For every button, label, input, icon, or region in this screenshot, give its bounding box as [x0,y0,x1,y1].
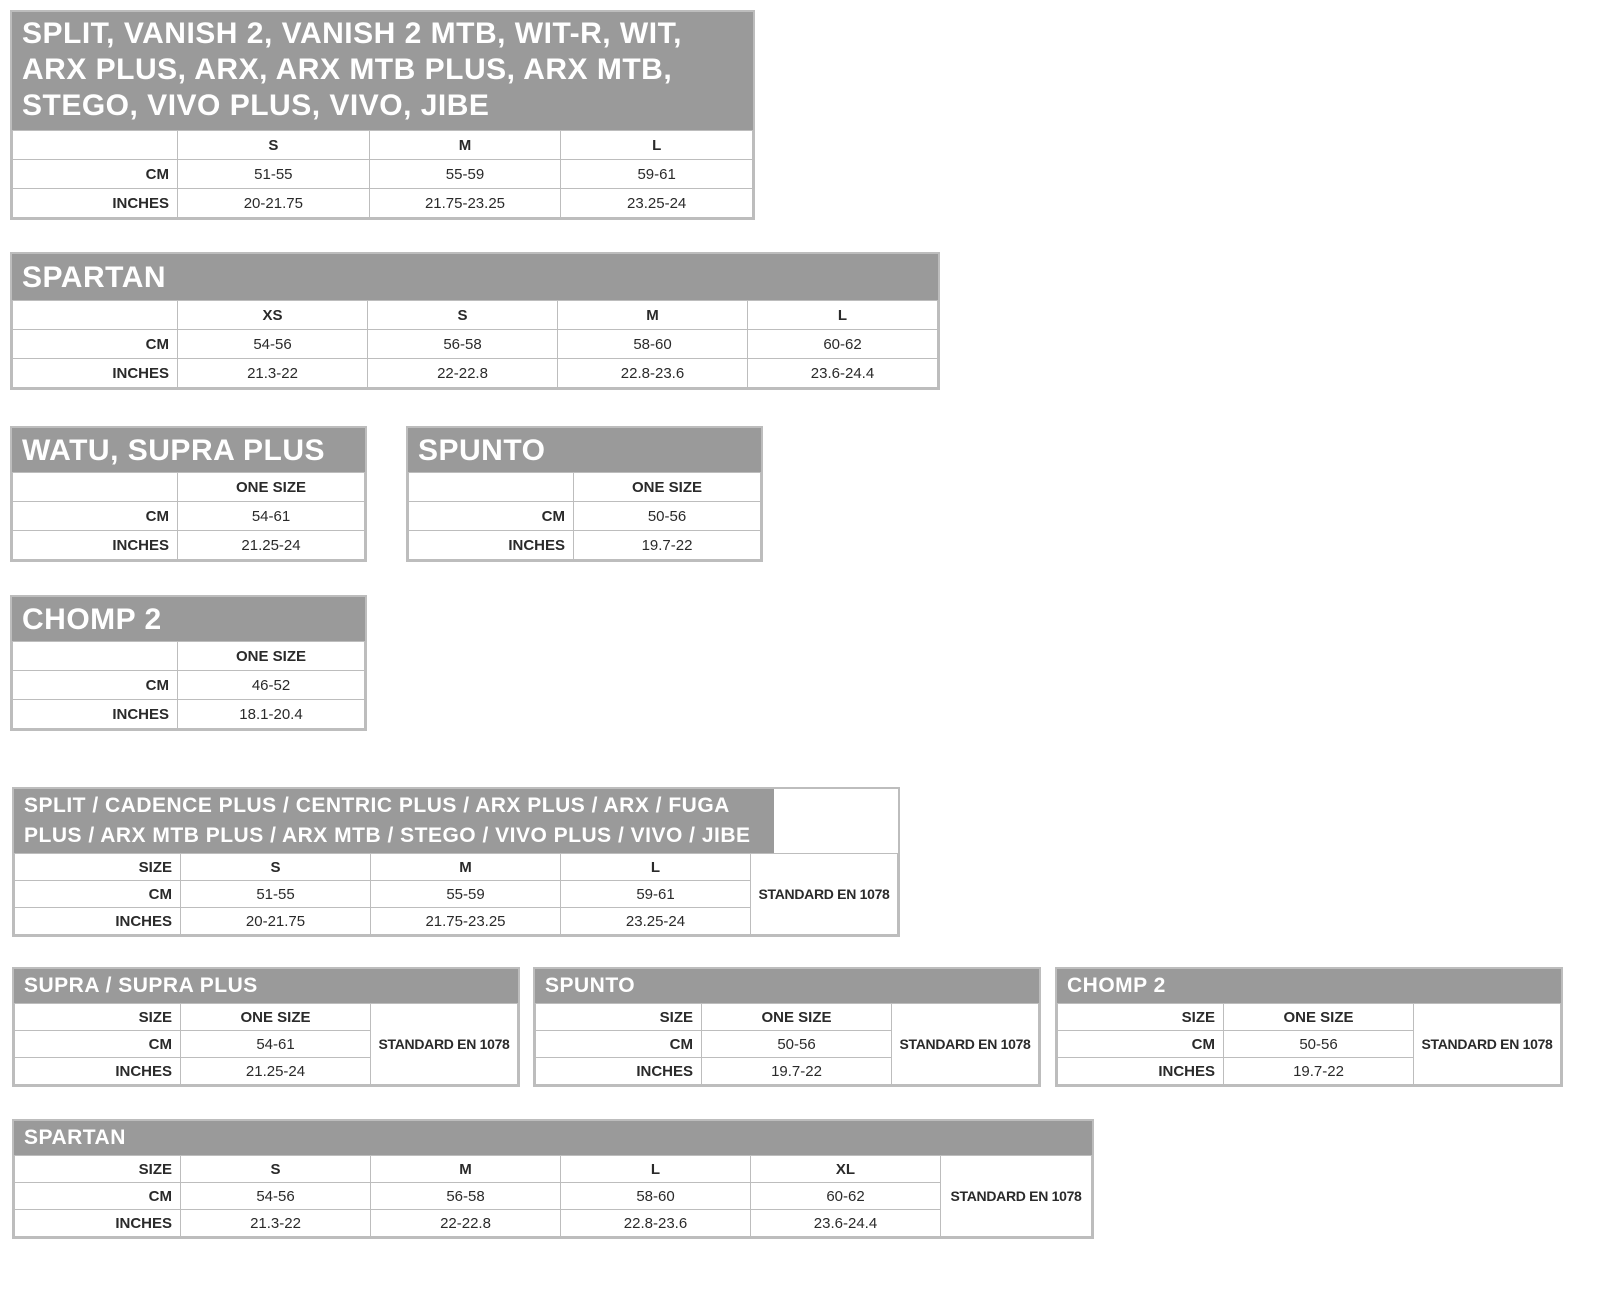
chart-title: CHOMP 2 [1057,969,1561,1003]
chart-title: SUPRA / SUPRA PLUS [14,969,518,1003]
chart-title: SPUNTO [408,428,761,472]
inches-value: 22-22.8 [368,359,558,388]
cm-row [13,502,365,531]
size-chart-chomp-2 [10,595,367,731]
size-table [14,1155,1092,1237]
size-chart-split-vanish [10,10,755,220]
size-label: ONE SIZE [181,1004,371,1031]
cm-value: 59-61 [561,881,751,908]
header-label [13,642,178,671]
cm-value: 51-55 [181,881,371,908]
cm-label: CM [13,671,178,700]
inches-value: 20-21.75 [181,908,371,935]
inches-value: 19.7-22 [1224,1058,1414,1085]
inches-label: INCHES [15,1058,181,1085]
size-label: L [561,854,751,881]
size-label: S [178,131,370,160]
size-row [13,473,365,502]
chart-title: SPLIT, VANISH 2, VANISH 2 MTB, WIT-R, WIT, ARX PLUS, ARX, ARX MTB PLUS, ARX MTB, STEGO, VIVO PLUS, VIVO, JIBE [12,12,753,130]
inches-label: INCHES [15,908,181,935]
size-table [408,472,761,560]
size-table [14,1003,518,1085]
standard-label: STANDARD EN 1078 [1414,1004,1561,1085]
size-label: XL [751,1156,941,1183]
size-label: M [371,854,561,881]
cm-label: CM [15,1031,181,1058]
cm-label: CM [13,160,178,189]
cm-value: 50-56 [1224,1031,1414,1058]
header-label: SIZE [15,854,181,881]
header-label [13,301,178,330]
size-table [14,853,898,935]
size-label: S [181,854,371,881]
size-label: L [748,301,938,330]
inches-label: INCHES [536,1058,702,1085]
cm-value: 58-60 [558,330,748,359]
inches-label: INCHES [409,531,574,560]
inches-value: 21.75-23.25 [369,189,561,218]
size-label: L [561,1156,751,1183]
size-table [535,1003,1039,1085]
inches-value: 22-22.8 [371,1210,561,1237]
size-chart-chomp-2-en1078 [1055,967,1563,1087]
inches-label: INCHES [1058,1058,1224,1085]
chart-title: SPLIT / CADENCE PLUS / CENTRIC PLUS / ARX PLUS / ARX / FUGA PLUS / ARX MTB PLUS / ARX MTB / STEGO / VIVO PLUS / VIVO / JIBE [14,789,774,853]
cm-row [13,160,753,189]
size-label: S [368,301,558,330]
size-row [13,131,753,160]
inches-value: 19.7-22 [702,1058,892,1085]
size-chart-spartan [10,252,940,390]
cm-value: 59-61 [561,160,753,189]
size-row [409,473,761,502]
size-label: XS [178,301,368,330]
cm-value: 60-62 [748,330,938,359]
chart-title: SPARTAN [12,254,938,300]
size-row [13,642,365,671]
cm-value: 60-62 [751,1183,941,1210]
inches-value: 23.25-24 [561,189,753,218]
header-label: SIZE [15,1004,181,1031]
cm-value: 55-59 [371,881,561,908]
header-label [409,473,574,502]
cm-row [15,1183,1092,1210]
size-table [12,300,938,388]
cm-row [409,502,761,531]
inches-value: 23.25-24 [561,908,751,935]
chart-title: CHOMP 2 [12,597,365,641]
cm-value: 50-56 [574,502,761,531]
chart-title: SPUNTO [535,969,1039,1003]
inches-value: 23.6-24.4 [748,359,938,388]
size-row [15,1156,1092,1183]
cm-value: 50-56 [702,1031,892,1058]
inches-label: INCHES [13,359,178,388]
size-label: ONE SIZE [178,642,365,671]
inches-row [13,531,365,560]
inches-value: 22.8-23.6 [558,359,748,388]
inches-label: INCHES [13,531,178,560]
size-table [12,472,365,560]
size-table [12,130,753,218]
inches-label: INCHES [13,700,178,729]
inches-value: 19.7-22 [574,531,761,560]
cm-row [13,671,365,700]
header-label: SIZE [536,1004,702,1031]
inches-row [409,531,761,560]
size-label: ONE SIZE [178,473,365,502]
size-label: M [558,301,748,330]
size-label: ONE SIZE [1224,1004,1414,1031]
inches-label: INCHES [13,189,178,218]
inches-value: 21.3-22 [181,1210,371,1237]
size-chart-spunto-en1078 [533,967,1041,1087]
inches-row [13,359,938,388]
size-row [536,1004,1039,1031]
cm-value: 56-58 [371,1183,561,1210]
size-row [1058,1004,1561,1031]
cm-value: 46-52 [178,671,365,700]
size-label: ONE SIZE [702,1004,892,1031]
inches-value: 21.75-23.25 [371,908,561,935]
size-chart-supra-en1078 [12,967,520,1087]
chart-title: WATU, SUPRA PLUS [12,428,365,472]
cm-label: CM [15,881,181,908]
cm-value: 51-55 [178,160,370,189]
size-chart-split-cadence-en1078 [12,787,900,937]
size-table [12,641,365,729]
size-label: M [371,1156,561,1183]
inches-row [13,189,753,218]
inches-value: 21.25-24 [181,1058,371,1085]
standard-label: STANDARD EN 1078 [751,854,898,935]
size-row [15,1004,518,1031]
standard-label: STANDARD EN 1078 [371,1004,518,1085]
inches-value: 23.6-24.4 [751,1210,941,1237]
cm-value: 54-56 [181,1183,371,1210]
inches-value: 21.3-22 [178,359,368,388]
size-label: S [181,1156,371,1183]
cm-label: CM [409,502,574,531]
inches-value: 21.25-24 [178,531,365,560]
size-chart-spunto [406,426,763,562]
size-table [1057,1003,1561,1085]
header-label [13,473,178,502]
size-label: M [369,131,561,160]
cm-value: 55-59 [369,160,561,189]
size-label: L [561,131,753,160]
cm-label: CM [13,502,178,531]
cm-value: 54-56 [178,330,368,359]
cm-value: 58-60 [561,1183,751,1210]
cm-label: CM [13,330,178,359]
size-chart-spartan-en1078 [12,1119,1094,1239]
cm-value: 56-58 [368,330,558,359]
header-label [13,131,178,160]
cm-label: CM [536,1031,702,1058]
size-label: ONE SIZE [574,473,761,502]
inches-label: INCHES [15,1210,181,1237]
cm-label: CM [1058,1031,1224,1058]
header-label: SIZE [1058,1004,1224,1031]
inches-value: 18.1-20.4 [178,700,365,729]
inches-row [15,1210,1092,1237]
inches-value: 22.8-23.6 [561,1210,751,1237]
chart-title: SPARTAN [14,1121,1092,1155]
cm-value: 54-61 [181,1031,371,1058]
standard-label: STANDARD EN 1078 [892,1004,1039,1085]
size-row [13,301,938,330]
cm-value: 54-61 [178,502,365,531]
inches-value: 20-21.75 [178,189,370,218]
size-row [15,854,898,881]
cm-row [13,330,938,359]
standard-label: STANDARD EN 1078 [941,1156,1092,1237]
inches-row [13,700,365,729]
cm-label: CM [15,1183,181,1210]
header-label: SIZE [15,1156,181,1183]
size-chart-watu-supra-plus [10,426,367,562]
